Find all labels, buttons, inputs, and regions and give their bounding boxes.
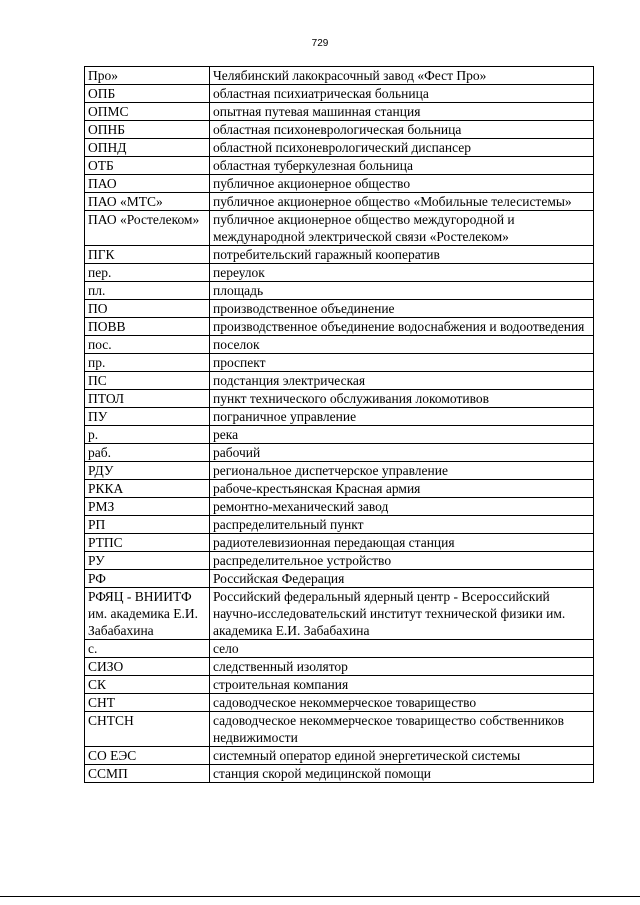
abbreviations-table [84, 66, 594, 783]
table-row [85, 372, 594, 390]
definition-cell: переулок [210, 264, 594, 282]
definition-cell: областной психоневрологический диспансер [210, 139, 594, 157]
table-row [85, 480, 594, 498]
table-row [85, 103, 594, 121]
definition-cell: системный оператор единой энергетической системы [210, 747, 594, 765]
abbreviation-cell: ПОВВ [85, 318, 210, 336]
definition-cell: садоводческое некоммерческое товарищество собственников недвижимости [210, 712, 594, 747]
table-row [85, 318, 594, 336]
abbreviation-cell: СИЗО [85, 658, 210, 676]
abbreviation-cell: пер. [85, 264, 210, 282]
abbreviation-cell: ССМП [85, 765, 210, 783]
table-row [85, 516, 594, 534]
table-row [85, 175, 594, 193]
definition-cell: потребительский гаражный кооператив [210, 246, 594, 264]
table-row [85, 765, 594, 783]
table-row [85, 676, 594, 694]
definition-cell: производственное объединение водоснабжения и водоотведения [210, 318, 594, 336]
definition-cell: публичное акционерное общество междугородной и международной электрической связи «Ростелеком» [210, 211, 594, 246]
abbreviation-cell: РФ [85, 570, 210, 588]
table-row [85, 658, 594, 676]
table-row [85, 426, 594, 444]
abbreviation-cell: РККА [85, 480, 210, 498]
definition-cell: село [210, 640, 594, 658]
definition-cell: Российский федеральный ядерный центр - Всероссийский научно-исследовательский институт технической физики им. академика Е.И. Забабахина [210, 588, 594, 640]
definition-cell: строительная компания [210, 676, 594, 694]
definition-cell: областная психоневрологическая больница [210, 121, 594, 139]
table-row [85, 712, 594, 747]
abbreviation-cell: СНТ [85, 694, 210, 712]
definition-cell: радиотелевизионная передающая станция [210, 534, 594, 552]
abbreviation-cell: пл. [85, 282, 210, 300]
table-row [85, 246, 594, 264]
abbreviation-cell: ОПНБ [85, 121, 210, 139]
definition-cell: публичное акционерное общество [210, 175, 594, 193]
definition-cell: областная туберкулезная больница [210, 157, 594, 175]
table-row [85, 300, 594, 318]
definition-cell: опытная путевая машинная станция [210, 103, 594, 121]
definition-cell: ремонтно-механический завод [210, 498, 594, 516]
definition-cell: пограничное управление [210, 408, 594, 426]
definition-cell: региональное диспетчерское управление [210, 462, 594, 480]
abbreviation-cell: ПАО [85, 175, 210, 193]
definition-cell: публичное акционерное общество «Мобильные телесистемы» [210, 193, 594, 211]
table-row [85, 193, 594, 211]
table-row [85, 408, 594, 426]
definition-cell: производственное объединение [210, 300, 594, 318]
definition-cell: областная психиатрическая больница [210, 85, 594, 103]
abbreviation-cell: ПАО «Ростелеком» [85, 211, 210, 246]
table-row [85, 354, 594, 372]
definition-cell: Российская Федерация [210, 570, 594, 588]
abbreviation-cell: РДУ [85, 462, 210, 480]
definition-cell: распределительное устройство [210, 552, 594, 570]
table-row [85, 588, 594, 640]
table-row [85, 336, 594, 354]
abbreviation-cell: р. [85, 426, 210, 444]
table-row [85, 498, 594, 516]
table-row [85, 67, 594, 85]
definition-cell: поселок [210, 336, 594, 354]
abbreviation-cell: РФЯЦ - ВНИИТФ им. академика Е.И. Забабахина [85, 588, 210, 640]
definition-cell: рабочий [210, 444, 594, 462]
table-row [85, 534, 594, 552]
table-row [85, 570, 594, 588]
abbreviation-cell: ОТБ [85, 157, 210, 175]
abbreviation-cell: СО ЕЭС [85, 747, 210, 765]
definition-cell: распределительный пункт [210, 516, 594, 534]
table-row [85, 211, 594, 246]
abbreviation-cell: СНТСН [85, 712, 210, 747]
definition-cell: Челябинский лакокрасочный завод «Фест Про» [210, 67, 594, 85]
definition-cell: следственный изолятор [210, 658, 594, 676]
table-row [85, 139, 594, 157]
abbreviation-cell: РУ [85, 552, 210, 570]
definition-cell: площадь [210, 282, 594, 300]
table-row [85, 264, 594, 282]
abbreviation-cell: ПТОЛ [85, 390, 210, 408]
abbreviation-cell: Про» [85, 67, 210, 85]
table-row [85, 444, 594, 462]
abbreviation-cell: СК [85, 676, 210, 694]
abbreviation-cell: РП [85, 516, 210, 534]
definition-cell: рабоче-крестьянская Красная армия [210, 480, 594, 498]
page-number: 729 [311, 38, 329, 49]
table-row [85, 121, 594, 139]
abbreviations-table-body [85, 67, 594, 783]
abbreviation-cell: пр. [85, 354, 210, 372]
abbreviation-cell: РМЗ [85, 498, 210, 516]
abbreviation-cell: ПАО «МТС» [85, 193, 210, 211]
abbreviation-cell: ОПНД [85, 139, 210, 157]
table-row [85, 282, 594, 300]
abbreviation-cell: с. [85, 640, 210, 658]
table-row [85, 694, 594, 712]
table-row [85, 462, 594, 480]
definition-cell: станция скорой медицинской помощи [210, 765, 594, 783]
definition-cell: проспект [210, 354, 594, 372]
table-row [85, 552, 594, 570]
table-row [85, 640, 594, 658]
abbreviation-cell: ПО [85, 300, 210, 318]
abbreviation-cell: РТПС [85, 534, 210, 552]
definition-cell: садоводческое некоммерческое товарищество [210, 694, 594, 712]
abbreviation-cell: ПУ [85, 408, 210, 426]
table-row [85, 85, 594, 103]
table-row [85, 747, 594, 765]
abbreviation-cell: ПГК [85, 246, 210, 264]
abbreviation-cell: ОПБ [85, 85, 210, 103]
definition-cell: пункт технического обслуживания локомотивов [210, 390, 594, 408]
table-row [85, 390, 594, 408]
abbreviation-cell: пос. [85, 336, 210, 354]
abbreviation-cell: ПС [85, 372, 210, 390]
table-row [85, 157, 594, 175]
abbreviation-cell: ОПМС [85, 103, 210, 121]
definition-cell: река [210, 426, 594, 444]
footer-divider [0, 896, 640, 897]
abbreviation-cell: раб. [85, 444, 210, 462]
definition-cell: подстанция электрическая [210, 372, 594, 390]
